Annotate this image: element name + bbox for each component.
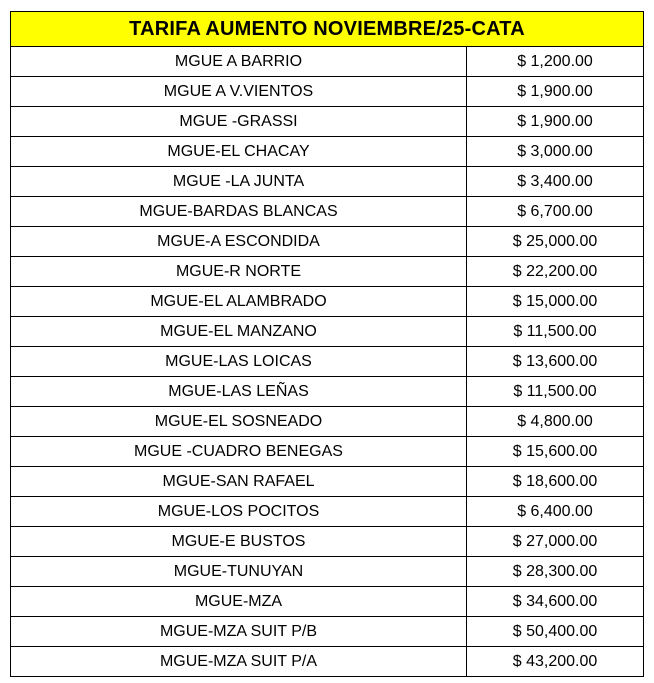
table-row [11, 437, 644, 467]
route-cell: MGUE-MZA [11, 587, 467, 617]
route-cell: MGUE-R NORTE [11, 257, 467, 287]
route-cell: MGUE-A ESCONDIDA [11, 227, 467, 257]
price-cell: $ 18,600.00 [467, 467, 644, 497]
price-cell: $ 27,000.00 [467, 527, 644, 557]
price-cell: $ 43,200.00 [467, 647, 644, 677]
price-cell: $ 25,000.00 [467, 227, 644, 257]
table-row [11, 317, 644, 347]
price-cell: $ 13,600.00 [467, 347, 644, 377]
price-cell: $ 1,900.00 [467, 77, 644, 107]
table-row [11, 47, 644, 77]
price-cell: $ 28,300.00 [467, 557, 644, 587]
table-row [11, 647, 644, 677]
table-row [11, 497, 644, 527]
route-cell: MGUE A BARRIO [11, 47, 467, 77]
price-cell: $ 34,600.00 [467, 587, 644, 617]
price-cell: $ 6,700.00 [467, 197, 644, 227]
table-row [11, 227, 644, 257]
price-cell: $ 3,400.00 [467, 167, 644, 197]
tariff-table [10, 11, 644, 677]
route-cell: MGUE-TUNUYAN [11, 557, 467, 587]
route-cell: MGUE -CUADRO BENEGAS [11, 437, 467, 467]
route-cell: MGUE-E BUSTOS [11, 527, 467, 557]
table-row [11, 167, 644, 197]
table-row [11, 617, 644, 647]
table-row [11, 287, 644, 317]
table-row [11, 197, 644, 227]
table-row [11, 557, 644, 587]
table-row [11, 257, 644, 287]
price-cell: $ 3,000.00 [467, 137, 644, 167]
route-cell: MGUE-LAS LOICAS [11, 347, 467, 377]
price-cell: $ 11,500.00 [467, 377, 644, 407]
route-cell: MGUE-MZA SUIT P/A [11, 647, 467, 677]
table-row [11, 587, 644, 617]
table-row [11, 347, 644, 377]
table-row [11, 377, 644, 407]
price-cell: $ 22,200.00 [467, 257, 644, 287]
price-cell: $ 6,400.00 [467, 497, 644, 527]
route-cell: MGUE-EL SOSNEADO [11, 407, 467, 437]
route-cell: MGUE-BARDAS BLANCAS [11, 197, 467, 227]
route-cell: MGUE-LOS POCITOS [11, 497, 467, 527]
route-cell: MGUE-EL MANZANO [11, 317, 467, 347]
table-body [11, 47, 644, 677]
table-row [11, 467, 644, 497]
table-title: TARIFA AUMENTO NOVIEMBRE/25-CATA [11, 12, 644, 47]
route-cell: MGUE A V.VIENTOS [11, 77, 467, 107]
price-cell: $ 15,600.00 [467, 437, 644, 467]
table-row [11, 107, 644, 137]
route-cell: MGUE-MZA SUIT P/B [11, 617, 467, 647]
price-cell: $ 4,800.00 [467, 407, 644, 437]
price-cell: $ 1,900.00 [467, 107, 644, 137]
route-cell: MGUE -LA JUNTA [11, 167, 467, 197]
table-row [11, 407, 644, 437]
price-cell: $ 50,400.00 [467, 617, 644, 647]
route-cell: MGUE-EL CHACAY [11, 137, 467, 167]
price-cell: $ 15,000.00 [467, 287, 644, 317]
route-cell: MGUE-SAN RAFAEL [11, 467, 467, 497]
table-row [11, 527, 644, 557]
table-row [11, 137, 644, 167]
table-row [11, 77, 644, 107]
route-cell: MGUE-LAS LEÑAS [11, 377, 467, 407]
price-cell: $ 1,200.00 [467, 47, 644, 77]
price-cell: $ 11,500.00 [467, 317, 644, 347]
route-cell: MGUE -GRASSI [11, 107, 467, 137]
route-cell: MGUE-EL ALAMBRADO [11, 287, 467, 317]
table-header-row [11, 12, 644, 47]
